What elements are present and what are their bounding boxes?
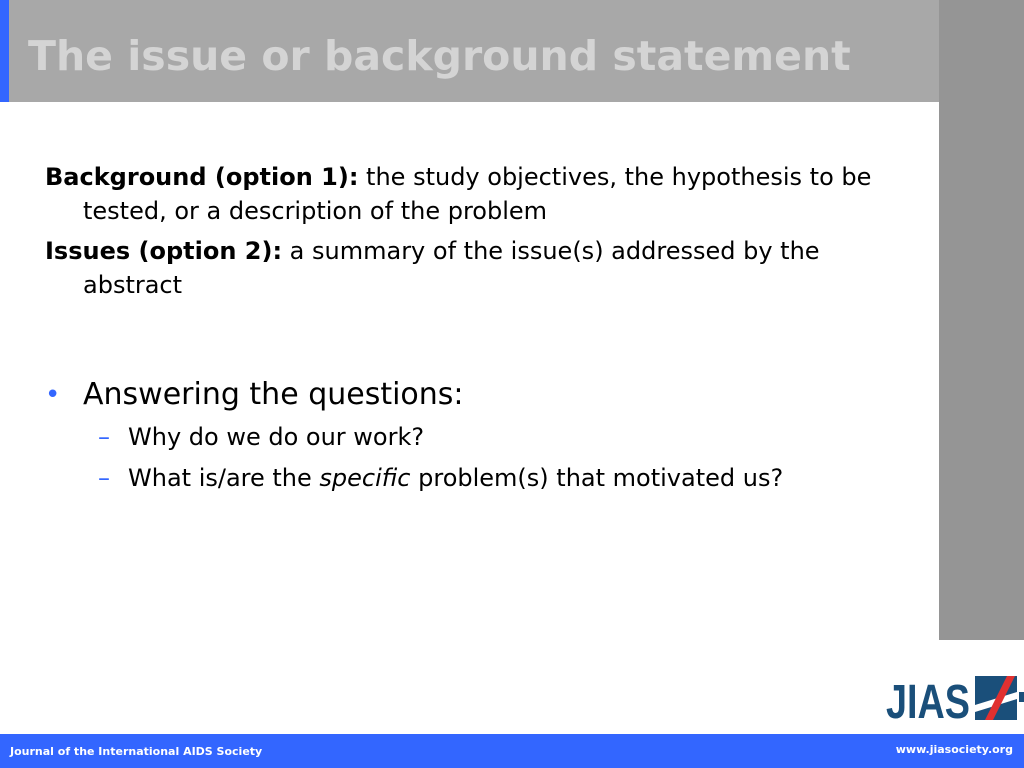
bullet-item — [45, 376, 905, 495]
issues-label: Issues (option 2): — [45, 237, 283, 265]
background-paragraph — [45, 160, 905, 228]
footer-website: www.jiasociety.org — [895, 743, 1013, 756]
footer-journal-name: Journal of the International AIDS Society — [10, 745, 263, 758]
sub-item-text: Why do we do our work? — [128, 423, 425, 451]
sub-list — [83, 420, 905, 495]
slide-content — [45, 160, 905, 502]
footer-bar — [0, 734, 1024, 768]
issues-paragraph — [45, 234, 905, 302]
slide-title: The issue or background statement — [28, 32, 851, 80]
bullet-text: Answering the questions: — [83, 377, 464, 412]
title-accent-stripe — [0, 0, 9, 102]
sub-item — [83, 461, 905, 495]
sub-item-text-before: What is/are the — [128, 464, 320, 492]
issues-text: a summary of the issue(s) addressed by the abstract — [83, 237, 820, 299]
background-text: the study objectives, the hypothesis to be tested, or a description of the problem — [83, 163, 872, 225]
sub-item — [83, 420, 905, 454]
logo-edge — [1019, 692, 1024, 702]
bullet-list — [45, 376, 905, 495]
dash-marker: – — [98, 464, 110, 492]
dash-marker: – — [98, 423, 110, 451]
sub-item-text-after: problem(s) that motivated us? — [410, 464, 784, 492]
side-panel — [939, 0, 1024, 640]
title-bar — [0, 0, 939, 102]
background-label: Background (option 1): — [45, 163, 359, 191]
sub-item-emphasis: specific — [319, 464, 411, 492]
jias-logo-icon — [885, 674, 1024, 724]
bullet-marker: • — [45, 380, 61, 410]
logo-text: JIAS — [886, 676, 970, 724]
